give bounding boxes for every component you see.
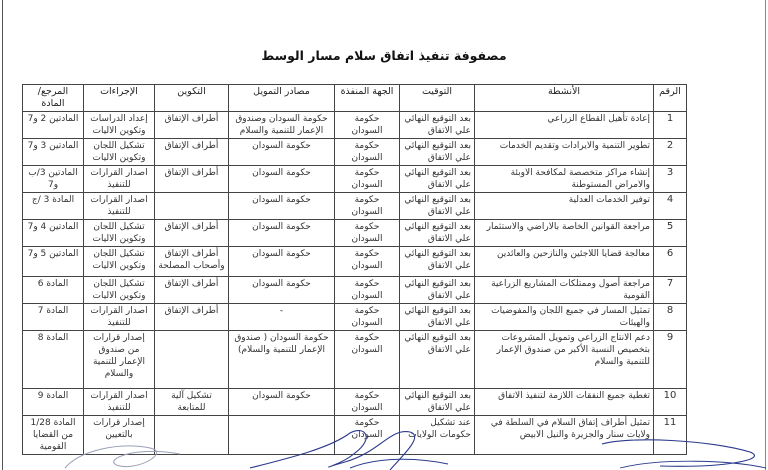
activity-cell: دعم الانتاج الزراعي وتمويل المشروعات بتخصيص النسبة الأكبر من صندوق الإعمار للتنمية والسلام [475,331,654,389]
funding-cell: حكومة السودان [229,389,335,416]
activity-cell: تغطية جميع النفقات اللازمة لتنفيذ الاتفاق [475,389,654,416]
row-number: 6 [654,247,687,277]
procedures-cell: تشكيل اللجان وتكوين الاليات [84,220,155,247]
row-number: 2 [654,139,687,166]
executing-body-cell: حكومة السودان [335,193,400,220]
procedures-cell: إصدار قرارات من صندوق الإعمار للتنمية والسلام [84,331,155,389]
procedures-cell: إصدار قرارات بالتعيين [84,416,155,455]
formation-cell: أطراف الإتفاق وأصحاب المصلحة [155,247,229,277]
procedures-cell: اصدار القرارات للتنفيذ [84,389,155,416]
formation-cell: أطراف الإتفاق [155,139,229,166]
procedures-cell: تشكيل اللجان وتكوين الاليات [84,277,155,304]
page-edge-right [765,0,766,470]
activity-cell: تمثيل المسار في جميع اللجان والمفوضيات والهيئات [475,304,654,331]
executing-body-cell: حكومة السودان [335,277,400,304]
row-number: 10 [654,389,687,416]
timing-cell: بعد التوقيع النهائي علي الاتفاق [400,193,475,220]
formation-cell: تشكيل آلية للمتابعة [155,389,229,416]
formation-cell: أطراف الإتفاق [155,277,229,304]
table-header-row [23,85,687,112]
executing-body-cell: حكومة السودان [335,247,400,277]
procedures-cell: اصدار القرارات للتنفيذ [84,193,155,220]
signature-3 [600,438,768,470]
table-row [23,247,687,277]
formation-cell: أطراف الإتفاق [155,220,229,247]
timing-cell: بعد التوقيع النهائي علي الاتفاق [400,247,475,277]
table-row [23,139,687,166]
row-number: 11 [654,416,687,455]
table-row [23,331,687,389]
table-row [23,277,687,304]
timing-cell: بعد التوقيع النهائي علي الاتفاق [400,166,475,193]
executing-body-cell: حكومة السودان [335,220,400,247]
executing-body-cell: حكومة السودان [335,416,400,455]
funding-cell: حكومة السودان [229,277,335,304]
funding-cell: حكومة السودان ( صندوق الإعمار للتنمية والسلام) [229,331,335,389]
procedures-cell: اصدار القرارات للتنفيذ [84,304,155,331]
reference-cell: المادتين 3 و7 [23,139,84,166]
activity-cell: معالجة قضايا اللاجئين والنازحين والعائدين [475,247,654,277]
reference-cell: المادتين 3/ب و7 [23,166,84,193]
table-row [23,220,687,247]
row-number: 5 [654,220,687,247]
procedures-cell: اصدار القرارات للتنفيذ [84,166,155,193]
reference-cell: المادة 6 [23,277,84,304]
header-timing: التوقيت [400,85,475,112]
reference-cell: المادة 3 /ج [23,193,84,220]
document-title: مصفوفة تنفيذ اتفاق سلام مسار الوسط [261,48,507,63]
timing-cell: بعد التوقيع النهائي علي الاتفاق [400,277,475,304]
activity-cell: مراجعة القوانين الخاصة بالاراضي والاستثمار [475,220,654,247]
row-number: 3 [654,166,687,193]
procedures-cell: تشكيل اللجان وتكوين الاليات [84,139,155,166]
header-number: الرقم [654,85,687,112]
header-funding-sources: مصادر التمويل [229,85,335,112]
row-number: 7 [654,277,687,304]
table-row [23,112,687,139]
funding-cell: حكومة السودان [229,193,335,220]
formation-cell: أطراف الإتفاق [155,166,229,193]
funding-cell: - [229,304,335,331]
header-procedures: الإجراءات [84,85,155,112]
funding-cell: حكومة السودان [229,247,335,277]
table-row [23,166,687,193]
procedures-cell: تشكيل اللجان وتكوين الاليات [84,247,155,277]
signature-2 [250,428,450,470]
implementation-matrix-table [22,84,687,455]
row-number: 1 [654,112,687,139]
activity-cell: توفير الخدمات العدلية [475,193,654,220]
timing-cell: بعد التوقيع النهائي علي الاتفاق [400,220,475,247]
funding-cell: حكومة السودان [229,139,335,166]
table-row [23,389,687,416]
executing-body-cell: حكومة السودان [335,166,400,193]
reference-cell: المادة 7 [23,304,84,331]
executing-body-cell: حكومة السودان [335,389,400,416]
timing-cell: بعد التوقيع النهائي علي الاتفاق [400,389,475,416]
reference-cell: المادة 9 [23,389,84,416]
formation-cell: أطراف الإتفاق [155,112,229,139]
header-reference: المرجع/ المادة [23,85,84,112]
formation-cell [155,193,229,220]
timing-cell: بعد التوقيع النهائي علي الاتفاق [400,112,475,139]
funding-cell: حكومة السودان وصندوق الإعمار للتنمية والسلام [229,112,335,139]
activity-cell: إنشاء مراكز متخصصة لمكافحة الاوبئة والامراض المستوطنة [475,166,654,193]
funding-cell: حكومة السودان [229,166,335,193]
executing-body-cell: حكومة السودان [335,112,400,139]
executing-body-cell: حكومة السودان [335,304,400,331]
row-number: 9 [654,331,687,389]
reference-cell: المادة 8 [23,331,84,389]
activity-cell: إعادة تأهيل القطاع الزراعي [475,112,654,139]
timing-cell: بعد التوقيع النهائي علي الاتفاق [400,139,475,166]
executing-body-cell: حكومة السودان [335,139,400,166]
formation-cell: أطراف الإتفاق [155,304,229,331]
table-row [23,193,687,220]
executing-body-cell: حكومة السودان [335,331,400,389]
reference-cell: المادتين 4 و7 [23,220,84,247]
reference-cell: المادتين 5 و7 [23,247,84,277]
reference-cell: المادة 1/28 من القضايا القومية [23,416,84,455]
row-number: 8 [654,304,687,331]
row-number: 4 [654,193,687,220]
reference-cell: المادتين 2 و7 [23,112,84,139]
header-executing-body: الجهة المنفذة [335,85,400,112]
formation-cell [155,331,229,389]
header-activities: الأنشطة [475,85,654,112]
timing-cell: بعد التوقيع النهائي علي الاتفاق [400,304,475,331]
timing-cell: بعد التوقيع النهائي علي الاتفاق [400,331,475,389]
table-row [23,304,687,331]
page-edge-left [2,0,3,470]
activity-cell: تطوير التنمية والايرادات وتقديم الخدمات [475,139,654,166]
funding-cell: حكومة السودان [229,220,335,247]
header-formation: التكوين [155,85,229,112]
activity-cell: تمثيل أطراف إتفاق السلام في السلطة في ولايات سنار والجزيرة والنيل الابيض [475,416,654,455]
procedures-cell: إعداد الدراسات وتكوين الاليات [84,112,155,139]
signature-1 [60,440,200,470]
activity-cell: مراجعة أصول وممتلكات المشاريع الزراعية القومية [475,277,654,304]
timing-cell: عند تشكيل حكومات الولايات [400,416,475,455]
